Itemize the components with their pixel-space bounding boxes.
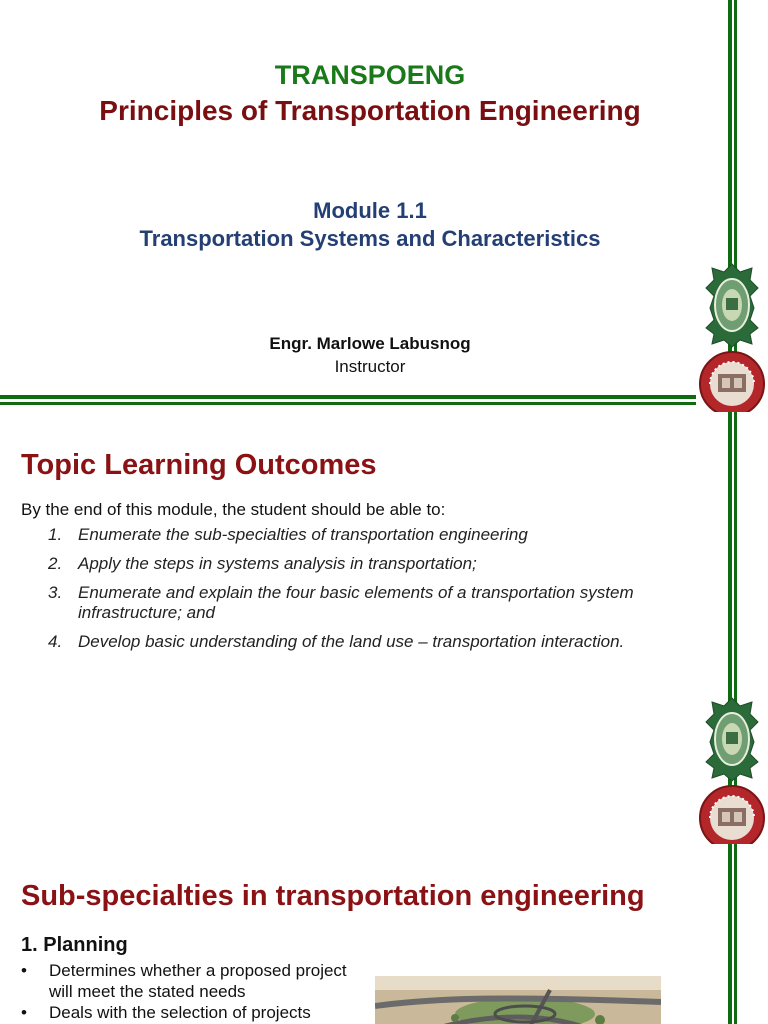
vertical-green-bar: [728, 844, 738, 1024]
university-seal-icon: [704, 262, 760, 348]
bullet: •: [21, 961, 27, 980]
item-text: Apply the steps in systems analysis in transportation;: [78, 554, 477, 573]
list-item: [21, 1002, 361, 1023]
horizontal-green-bar: [0, 395, 696, 407]
item-text: Deals with the selection of projects: [49, 1003, 311, 1022]
list-item: [21, 960, 361, 1002]
course-code: TRANSPOENG: [274, 60, 466, 90]
item-number: 2.: [48, 554, 63, 573]
item-number: 3.: [48, 583, 63, 602]
list-item: [48, 525, 688, 545]
subspecialties-heading: Sub-specialties in transportation engineering: [21, 880, 645, 912]
planning-subheading: 1. Planning: [21, 934, 128, 956]
bullet: •: [21, 1003, 27, 1022]
item-text: Enumerate and explain the four basic elements of a transportation system infrastructure; and: [78, 583, 634, 622]
item-text: Enumerate the sub-specialties of transportation engineering: [78, 525, 528, 544]
list-item: [48, 583, 688, 623]
item-text: Determines whether a proposed project will meet the stated needs: [49, 961, 347, 1001]
outcomes-heading: Topic Learning Outcomes: [21, 449, 377, 481]
outcomes-intro: By the end of this module, the student should be able to:: [21, 500, 446, 519]
college-seal-icon: [698, 784, 766, 844]
planning-bullets: [21, 960, 361, 1023]
list-item: [48, 554, 688, 574]
interchange-photo: [375, 976, 661, 1024]
module-title: Transportation Systems and Characteristics: [139, 226, 601, 251]
university-seal-icon: [704, 696, 760, 782]
outcomes-list: [48, 525, 688, 661]
list-item: [48, 632, 688, 652]
item-text: Develop basic understanding of the land use – transportation interaction.: [78, 632, 625, 651]
instructor-role: Instructor: [334, 357, 406, 376]
instructor-name: Engr. Marlowe Labusnog: [269, 334, 471, 353]
course-title: Principles of Transportation Engineering: [99, 95, 641, 126]
item-number: 4.: [48, 632, 63, 651]
outcomes-slide: [0, 412, 768, 844]
college-seal-icon: [698, 350, 766, 412]
title-slide: [0, 0, 768, 412]
module-number: Module 1.1: [313, 198, 427, 223]
subspecialties-slide: [0, 844, 768, 1024]
item-number: 1.: [48, 525, 63, 544]
